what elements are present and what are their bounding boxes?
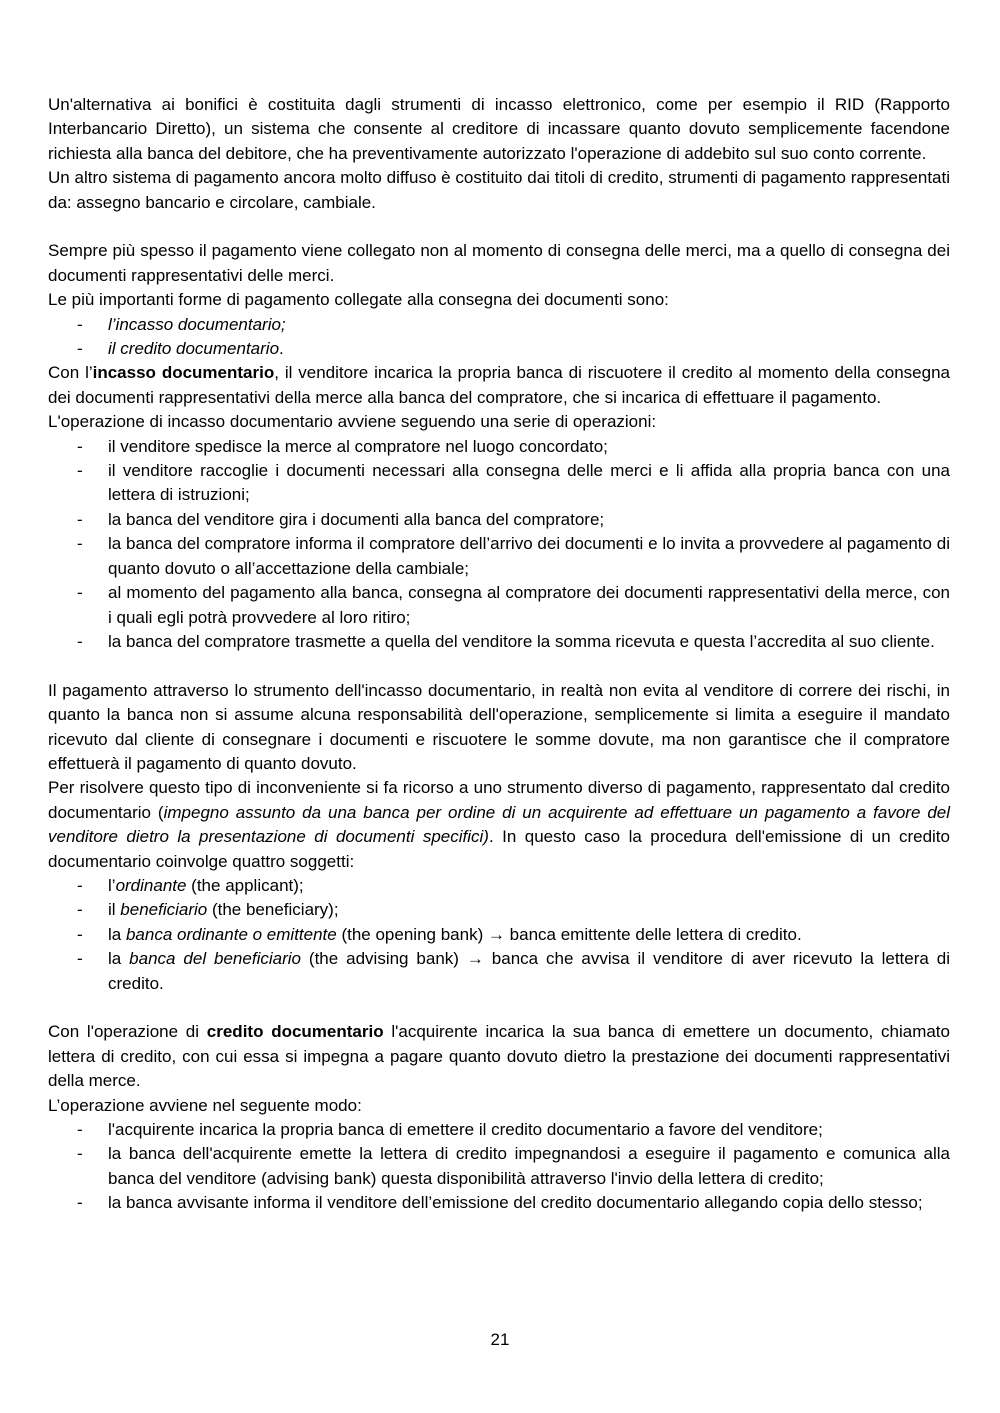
- text-run: la: [108, 949, 130, 969]
- paragraph-titoli-credito: Un altro sistema di pagamento ancora molto diffuso è costituito dai titoli di credito, strumenti di pagamento rappresentati da: assegno bancario e circolare, cambiale.: [48, 168, 950, 212]
- paragraph-operazioni-incasso: L'operazione di incasso documentario avviene seguendo una serie di operazioni:: [48, 412, 657, 432]
- text-run: (the opening bank) → banca emittente delle lettera di credito.: [336, 924, 802, 944]
- list-item: - la banca del compratore informa il compratore dell’arrivo dei documenti e lo invita a provvedere al pagamento di quanto dovuto o all’accettazione della cambiale;: [48, 532, 950, 581]
- text-run: il: [108, 900, 121, 920]
- list-item-text: il credito documentario: [108, 339, 280, 359]
- text-run: Con l’: [48, 363, 93, 383]
- paragraph-credito-documentario-intro: [48, 776, 950, 874]
- italic-term: banca del beneficiario: [129, 949, 301, 969]
- bold-term-credito-documentario: credito documentario: [206, 1022, 384, 1042]
- paragraph-pagamento-documenti: Sempre più spesso il pagamento viene collegato non al momento di consegna delle merci, ma a quello di consegna dei documenti rappresentativi delle merci.: [48, 241, 950, 285]
- list-item: [48, 874, 950, 898]
- text-run: (the applicant);: [186, 875, 304, 895]
- bold-term-incasso-documentario: incasso documentario: [92, 363, 275, 383]
- text-run: (the advising bank) → banca che avvisa il venditore di aver ricevuto la lettera di credito.: [108, 949, 950, 993]
- list-item: [48, 337, 950, 361]
- paragraph-gap: [48, 654, 950, 678]
- text-run: (the beneficiary);: [207, 900, 339, 920]
- text-run: Per risolvere questo tipo di inconveniente si fa ricorso a uno strumento diverso di pagamento, rappresentato dal credito documentario (: [48, 778, 950, 822]
- text-run: l’: [108, 875, 116, 895]
- paragraph-modalita: L’operazione avviene nel seguente modo:: [48, 1095, 362, 1115]
- text-run: la: [108, 924, 126, 944]
- paragraph-rischi: Il pagamento attraverso lo strumento dell'incasso documentario, in realtà non evita al venditore di correre dei rischi, in quanto la banca non si assume alcuna responsabilità dell'operazione, semplicemente si limita a eseguire il mandato ricevuto dal cliente di consegnare i documenti e riscuotere le somme dovute, ma non garantisce che il compratore effettuerà il pagamento di quanto dovuto.: [48, 680, 950, 773]
- list-item: - la banca dell'acquirente emette la lettera di credito impegnandosi a eseguire il pagamento e comunica alla banca del venditore (advising bank) questa disponibilità attraverso l'invio della lettera di credito;: [48, 1142, 950, 1191]
- text-run: . In questo caso la procedura dell'emissione di un credito documentario coinvolge quattro soggetti:: [48, 827, 950, 871]
- list-item: - il venditore raccoglie i documenti necessari alla consegna delle merci e li affida alla propria banca con una lettera di istruzioni;: [48, 459, 950, 508]
- paragraph-forme-pagamento: Le più importanti forme di pagamento collegate alla consegna dei documenti sono:: [48, 290, 669, 310]
- list-item: - al momento del pagamento alla banca, consegna al compratore dei documenti rappresentativi della merce, con i quali egli potrà provvedere al loro ritiro;: [48, 581, 950, 630]
- italic-term: beneficiario: [120, 900, 208, 920]
- list-item: - l'acquirente incarica la propria banca di emettere il credito documentario a favore del venditore;: [48, 1118, 950, 1142]
- list-item: [48, 947, 950, 996]
- list-item: [48, 313, 950, 337]
- list-modalita: [48, 1118, 950, 1216]
- list-item-text: l’incasso documentario;: [108, 314, 286, 334]
- list-item: [48, 923, 950, 947]
- text-run: , il venditore incarica la propria banca di riscuotere il credito al momento della consegna dei documenti rappresentativi della merce alla banca del compratore, che si incarica di effettuare il pagamento.: [48, 363, 950, 407]
- list-item-tail: .: [279, 339, 284, 359]
- italic-term: ordinante: [115, 875, 187, 895]
- list-item: - la banca avvisante informa il venditore dell’emissione del credito documentario allegando copia dello stesso;: [48, 1191, 950, 1215]
- list-item: - il venditore spedisce la merce al compratore nel luogo concordato;: [48, 435, 950, 459]
- paragraph-gap: [48, 215, 950, 239]
- paragraph-incasso-documentario: [48, 361, 950, 410]
- paragraph-gap: [48, 996, 950, 1020]
- italic-definition: impegno assunto da una banca per ordine di un acquirente ad effettuare un pagamento a favore del venditore dietro la presentazione di documenti specifici): [48, 802, 951, 847]
- text-run: l'acquirente incarica la sua banca di emettere un documento, chiamato lettera di credito, con cui essa si impegna a pagare quanto dovuto dietro la prestazione dei documenti rappresentativi della merce.: [48, 1022, 950, 1091]
- text-run: Con l'operazione di: [48, 1022, 207, 1042]
- italic-term: banca ordinante o emittente: [125, 924, 337, 944]
- paragraph-rid: Un'alternativa ai bonifici è costituita dagli strumenti di incasso elettronico, come per esempio il RID (Rapporto Interbancario Diretto), un sistema che consente al creditore di incassare quanto dovuto semplicemente facendone richiesta alla banca del debitore, che ha preventivamente autorizzato l'operazione di addebito sul suo conto corrente.: [48, 95, 950, 163]
- list-forme-pagamento: [48, 313, 950, 362]
- list-soggetti: [48, 874, 950, 996]
- list-item: - la banca del venditore gira i documenti alla banca del compratore;: [48, 508, 950, 532]
- list-item: [48, 898, 950, 922]
- document-body: [48, 93, 950, 1216]
- paragraph-operazione-credito: [48, 1020, 950, 1093]
- list-item: - la banca del compratore trasmette a quella del venditore la somma ricevuta e questa l’accredita al suo cliente.: [48, 630, 950, 654]
- page-number: 21: [490, 1330, 510, 1349]
- list-operazioni-incasso: [48, 435, 950, 655]
